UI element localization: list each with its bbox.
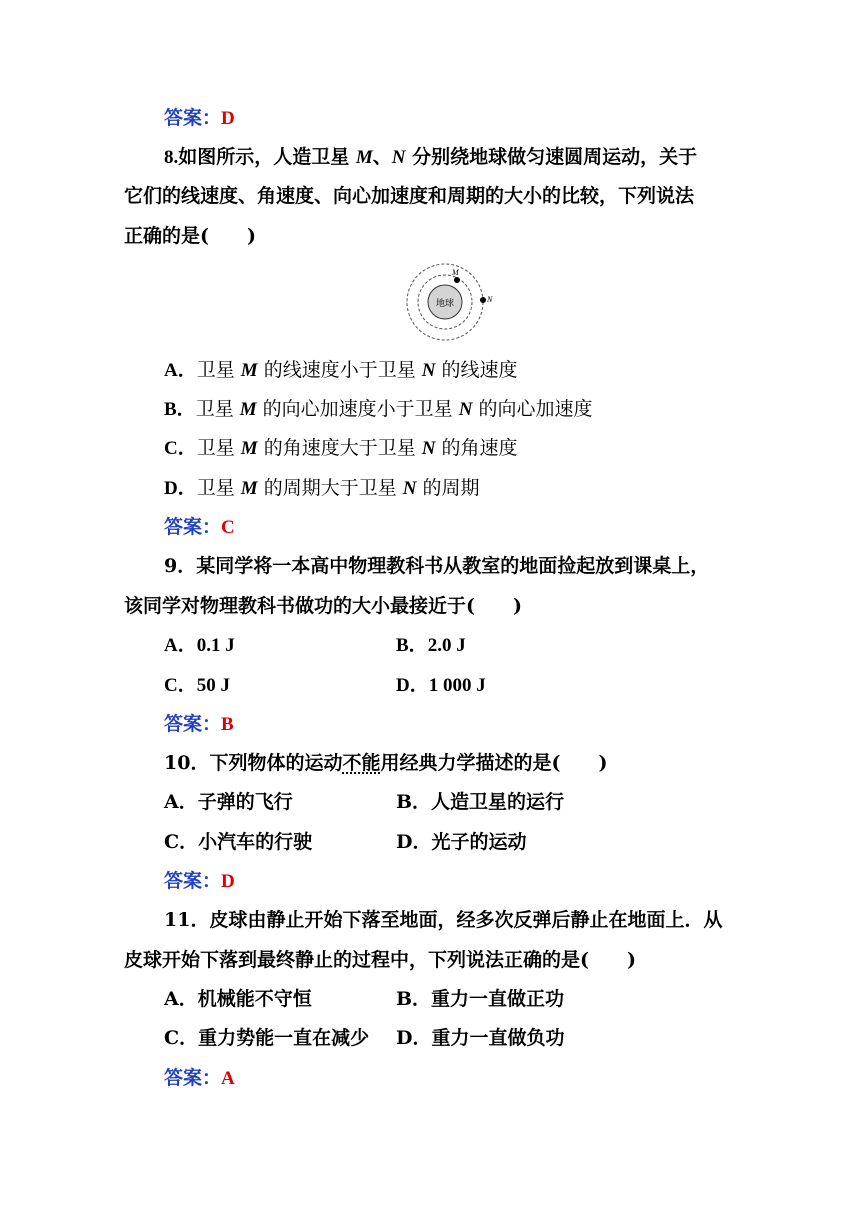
- question-9-line-2: 该同学对物理教科书做功的大小最接近于( ): [124, 595, 522, 617]
- var-m: M: [240, 478, 258, 499]
- option-9a-value: 0.1 J: [196, 635, 235, 656]
- text: 的线速度: [435, 359, 518, 381]
- option-9b: [396, 633, 466, 658]
- answer-label: 答案：: [164, 1067, 222, 1089]
- text: 10．下列物体的运动: [164, 752, 343, 774]
- option-8d: [164, 476, 480, 501]
- answer-value: D: [221, 108, 235, 129]
- option-8c: [164, 436, 518, 461]
- var-n: N: [391, 147, 406, 168]
- option-9d: [396, 673, 486, 698]
- answer-11: [164, 1066, 235, 1091]
- text: 如图所示，人造卫星: [178, 146, 356, 168]
- satellite-n-label: N: [487, 295, 493, 304]
- option-10d: D．光子的运动: [396, 831, 527, 853]
- question-8-line-1: [164, 145, 697, 170]
- option-key: D．: [164, 478, 197, 499]
- text: 的角速度: [435, 437, 518, 459]
- option-9b-value: 2.0 J: [427, 635, 466, 656]
- text: 的周期: [416, 477, 480, 499]
- text: 的周期大于卫星: [257, 477, 403, 499]
- text: 用经典力学描述的是( ): [380, 752, 608, 774]
- var-m: M: [240, 360, 258, 381]
- var-n: N: [458, 399, 473, 420]
- option-row-9ab: [164, 633, 235, 658]
- satellite-n-icon: [480, 297, 486, 303]
- option-10a: A．子弹的飞行: [164, 791, 293, 813]
- question-8-line-3: 正确的是( ): [124, 225, 256, 247]
- text: 的向心加速度小于卫星: [256, 398, 459, 420]
- answer-10: [164, 869, 235, 894]
- option-9c-value: 50 J: [196, 675, 230, 696]
- option-key: A．: [164, 635, 197, 656]
- answer-value: C: [221, 517, 235, 538]
- option-11c: C．重力势能一直在减少: [164, 1027, 370, 1049]
- option-10c: C．小汽车的行驶: [164, 831, 313, 853]
- text: 卫星: [196, 359, 241, 381]
- question-10: [164, 751, 607, 775]
- question-9-line-1: 9．某同学将一本高中物理教科书从教室的地面捡起放到课桌上，: [164, 555, 710, 577]
- option-key: A．: [164, 360, 197, 381]
- option-9c: [164, 673, 230, 698]
- option-key: C．: [164, 675, 197, 696]
- var-n: N: [402, 478, 417, 499]
- text: 卫星: [196, 477, 241, 499]
- question-number: 8.: [164, 147, 179, 168]
- answer-8: [164, 515, 235, 540]
- orbit-diagram: [402, 262, 498, 346]
- answer-label: 答案：: [164, 870, 222, 892]
- option-key: B．: [396, 635, 428, 656]
- option-11a: A．机械能不守恒: [164, 988, 312, 1010]
- answer-value: D: [221, 871, 235, 892]
- option-11b: B．重力一直做正功: [396, 988, 565, 1010]
- option-key: B．: [164, 399, 196, 420]
- question-8-line-2: 它们的线速度、角速度、向心加速度和周期的大小的比较，下列说法: [124, 185, 695, 207]
- option-key: C．: [164, 438, 197, 459]
- var-n: N: [421, 360, 436, 381]
- question-11-line-2: 皮球开始下落到最终静止的过程中，下列说法正确的是( ): [124, 949, 636, 971]
- option-8b: [164, 397, 593, 422]
- option-10b: B．人造卫星的运行: [396, 791, 565, 813]
- text: 分别绕地球做匀速圆周运动，关于: [405, 146, 698, 168]
- var-m: M: [240, 438, 258, 459]
- answer-9: [164, 712, 234, 737]
- option-key: D．: [396, 675, 429, 696]
- text: 的角速度大于卫星: [257, 437, 422, 459]
- emphasis-text: 不能: [342, 752, 381, 774]
- satellite-m-icon: [454, 277, 460, 283]
- text: 卫星: [196, 437, 241, 459]
- answer-label: 答案：: [164, 713, 222, 735]
- option-8a: [164, 358, 518, 383]
- earth-label: 地球: [435, 299, 455, 309]
- option-9d-value: 1 000 J: [428, 675, 486, 696]
- answer-label: 答案：: [164, 107, 222, 129]
- var-m: M: [239, 399, 257, 420]
- var-m: M: [355, 147, 373, 168]
- text: 、: [372, 146, 392, 168]
- satellite-m-label: M: [452, 268, 459, 277]
- var-n: N: [421, 438, 436, 459]
- answer-7: [164, 106, 235, 131]
- option-11d: D．重力一直做负功: [396, 1027, 565, 1049]
- text: 卫星: [195, 398, 240, 420]
- answer-value: B: [221, 714, 234, 735]
- answer-label: 答案：: [164, 516, 222, 538]
- question-11-line-1: 11．皮球由静止开始下落至地面，经多次反弹后静止在地面上．从: [164, 909, 723, 931]
- text: 的向心加速度: [472, 398, 593, 420]
- text: 的线速度小于卫星: [257, 359, 422, 381]
- answer-value: A: [221, 1068, 235, 1089]
